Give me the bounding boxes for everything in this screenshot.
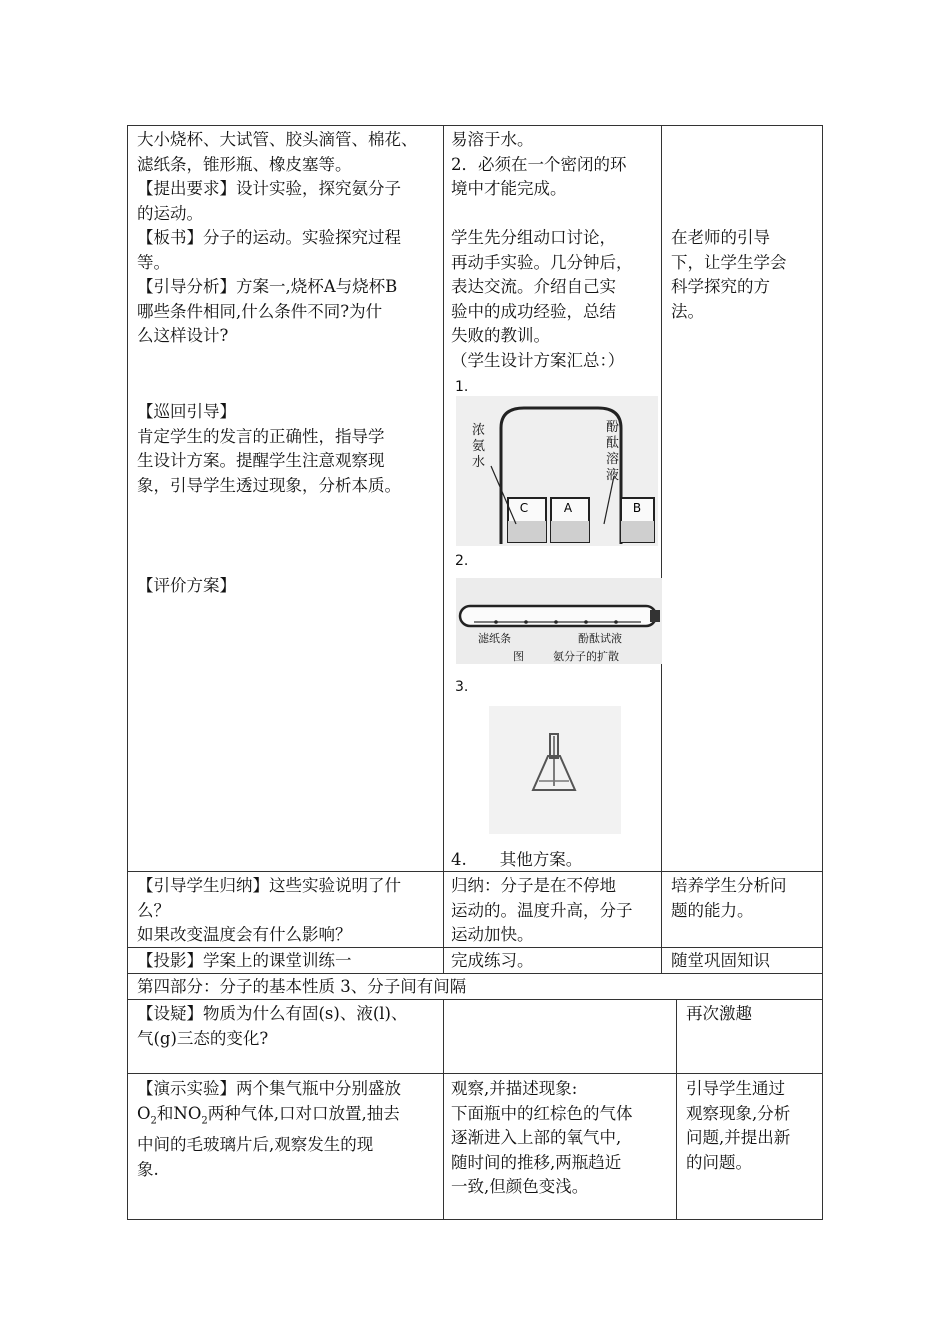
question-cell: 【设疑】物质为什么有固(s)、液(l)、 气(g)三态的变化?: [137, 1004, 408, 1048]
table-top-border: [127, 125, 823, 126]
consolidate-cell: 随堂巩固知识: [671, 951, 770, 970]
summary-teacher-cell: 【引导学生归纳】这些实验说明了什 么？ 如果改变温度会有什么影响？: [137, 876, 401, 944]
patrol-guide-text: 【巡回引导】 肯定学生的发言的正确性，指导学 生设计方案。提醒学生注意观察现 象，引导学生透过现象，分析本质。: [137, 402, 401, 495]
figure-1-number: 1.: [455, 379, 469, 395]
evaluate-plan-text: 【评价方案】: [137, 576, 236, 595]
part-four-header: 第四部分：分子的基本性质 3、分子间有间隔: [137, 977, 467, 996]
row-divider: [127, 1073, 823, 1074]
student-activity-mid: 学生先分组动口讨论， 再动手实验。几分钟后， 表达交流。介绍自己实 验中的成功经验，总结 失败的教训。 （学生设计方案汇总：）: [451, 228, 633, 370]
label-conc-ammonia: 浓氨水: [472, 423, 486, 470]
figure-3-number: 3.: [455, 679, 469, 695]
exercise-cell: 完成练习。: [451, 951, 534, 970]
label-ammonia-diffusion: 氨分子的扩散: [553, 650, 619, 663]
column-divider: [443, 125, 444, 973]
figure-3-conical-flask: [489, 706, 621, 834]
student-activity-top: 易溶于水。 2．必须在一个密闭的环 境中才能完成。: [451, 130, 627, 198]
column-divider: [676, 999, 677, 1219]
observation-cell: 观察,并描述现象: 下面瓶中的红棕色的气体 逐渐进入上部的氧气中, 随时间的推移,两瓶趋近 一致,但颜色变浅。: [451, 1079, 633, 1196]
teacher-activity-cell: 大小烧杯、大试管、胶头滴管、棉花、 滤纸条，锥形瓶、橡皮塞等。 【提出要求】设计实验，探究氨分子 的运动。 【板书】分子的运动。实验探究过程 等。 【引导分析】方案一,烧杯A与烧杯B 哪些条件相同,什么条件不同?为什 么这样设计?: [137, 130, 418, 345]
table-bottom-border: [127, 1219, 823, 1220]
column-divider: [443, 999, 444, 1219]
summary-student-cell: 归纳：分子是在不停地 运动的。温度升高，分子 运动加快。: [451, 876, 633, 944]
projection-cell: 【投影】学案上的课堂训练一: [137, 951, 352, 970]
demo-experiment-cell: 【演示实验】两个集气瓶中分别盛放 $O_2$和$NO_2$两种气体,口对口放置,抽去 中间的毛玻璃片后,观察发生的现 象.: [137, 1079, 401, 1179]
label-phenol-reagent: 酚酞试液: [578, 632, 622, 645]
other-plans-text: 4. 其他方案。: [451, 850, 583, 869]
figure-2-number: 2.: [455, 553, 469, 569]
table-right-border: [822, 125, 823, 1219]
label-phenolphthalein: 酚酞溶液: [606, 420, 620, 483]
table-left-border: [127, 125, 128, 1219]
column-divider: [661, 125, 662, 973]
beaker-a-label: A: [563, 501, 573, 515]
design-intent-cell: 在老师的引导 下，让学生学会 科学探究的方 法。: [671, 228, 787, 321]
figure-1-ammonia-bell-jar: [456, 396, 658, 546]
guide-question-cell: 引导学生通过 观察现象,分析 问题,并提出新 的问题。: [686, 1079, 791, 1172]
interest-cell: 再次激趣: [686, 1004, 752, 1023]
beaker-b-label: B: [632, 501, 642, 515]
label-figure: 图: [513, 650, 524, 663]
summary-intent-cell: 培养学生分析问 题的能力。: [671, 876, 787, 920]
beaker-c-label: C: [519, 501, 529, 515]
label-filter-strip: 滤纸条: [478, 632, 511, 645]
